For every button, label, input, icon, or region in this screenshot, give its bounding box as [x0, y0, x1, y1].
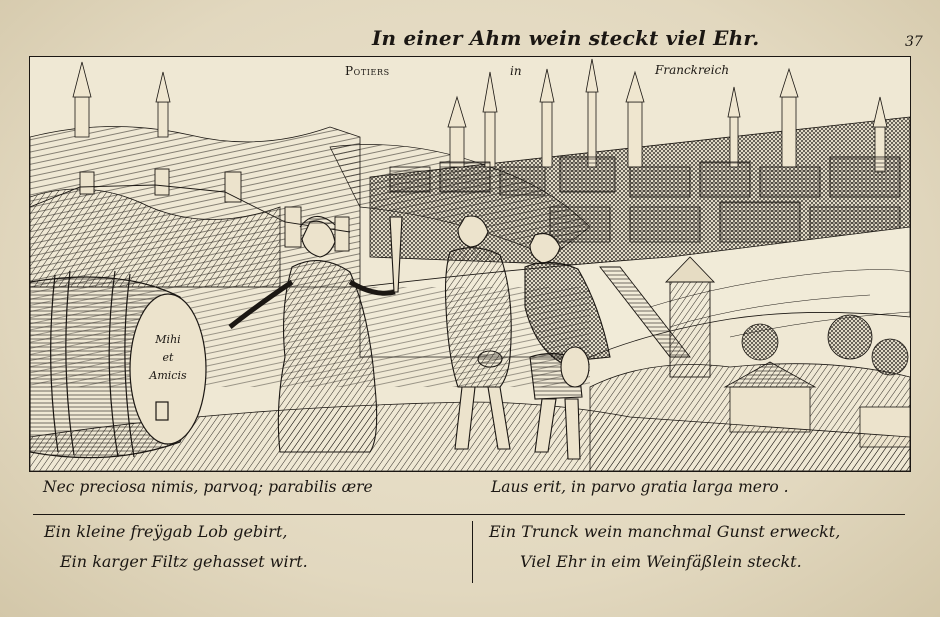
country-label: Franckreich: [655, 63, 730, 77]
barrel-inscription-line3: Amicis: [149, 369, 187, 382]
german-verse-right-line2: Viel Ehr in eim Weinfäßlein steckt.: [520, 552, 802, 571]
latin-verse-left: Nec preciosa nimis, parvoq; parabilis ære: [43, 478, 373, 496]
german-verse-right-line1: Ein Trunck wein manchmal Gunst erweckt,: [489, 522, 841, 541]
german-verse-left-line1: Ein kleine freÿgab Lob gebirt,: [44, 522, 288, 541]
german-verse-left-line2: Ein karger Filtz gehasset wirt.: [60, 552, 308, 571]
plate-number: 37: [905, 34, 923, 50]
motto-title: In einer Ahm wein steckt viel Ehr.: [372, 26, 760, 50]
wine-barrel: [30, 271, 206, 458]
city-label-connector: in: [510, 64, 522, 78]
latin-verse-right: Laus erit, in parvo gratia larga mero .: [491, 478, 789, 496]
engraving-illustration: [30, 57, 910, 471]
caption-column-divider: [472, 521, 473, 583]
engraved-plate: [29, 56, 911, 472]
city-label: Potiers: [345, 64, 390, 78]
barrel-inscription-line1: Mihi: [155, 333, 181, 346]
caption-divider-rule: [33, 514, 905, 515]
barrel-inscription-line2: et: [162, 351, 174, 364]
